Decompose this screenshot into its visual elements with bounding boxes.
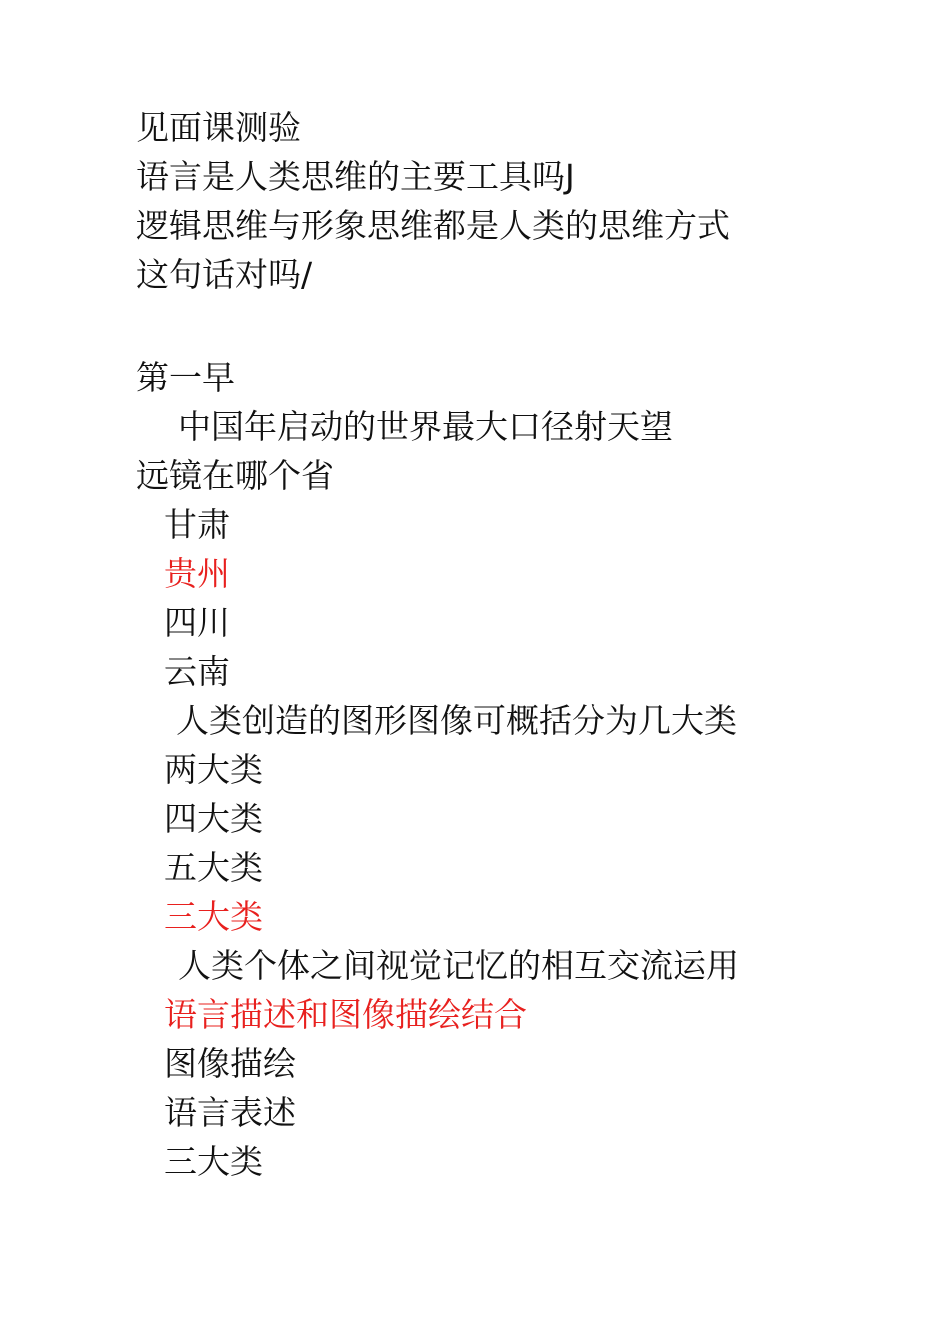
answer-option: 语言表述 xyxy=(164,1093,296,1132)
check-mark: J xyxy=(565,157,575,196)
answer-option: 图像描绘 xyxy=(164,1044,296,1083)
correct-answer-option: 贵州 xyxy=(164,554,230,593)
quiz-question-2-line-2 xyxy=(136,255,312,295)
question-text: 语言是人类思维的主要工具吗 xyxy=(136,157,565,196)
correct-answer-option: 三大类 xyxy=(164,897,263,936)
answer-option: 两大类 xyxy=(164,750,263,789)
answer-option: 四大类 xyxy=(164,799,263,838)
quiz-question-2-line-1: 逻辑思维与形象思维都是人类的思维方式 xyxy=(136,206,730,245)
answer-option: 四川 xyxy=(164,603,230,642)
question-a-line-1: 中国年启动的世界最大口径射天望 xyxy=(178,407,673,446)
answer-option: 甘肃 xyxy=(164,505,230,544)
question-b: 人类创造的图形图像可概括分为几大类 xyxy=(176,701,737,740)
question-a-line-2: 远镜在哪个省 xyxy=(136,456,334,495)
quiz-question-1 xyxy=(136,157,575,197)
correct-answer-option: 语言描述和图像描绘结合 xyxy=(164,995,527,1034)
question-text: 这句话对吗 xyxy=(136,255,301,294)
check-mark: / xyxy=(301,255,313,294)
question-c: 人类个体之间视觉记忆的相互交流运用 xyxy=(178,946,739,985)
answer-option: 云南 xyxy=(164,652,230,691)
answer-option: 五大类 xyxy=(164,848,263,887)
page-title: 见面课测验 xyxy=(136,108,301,147)
chapter-heading: 第一早 xyxy=(136,358,235,397)
answer-option: 三大类 xyxy=(164,1142,263,1181)
